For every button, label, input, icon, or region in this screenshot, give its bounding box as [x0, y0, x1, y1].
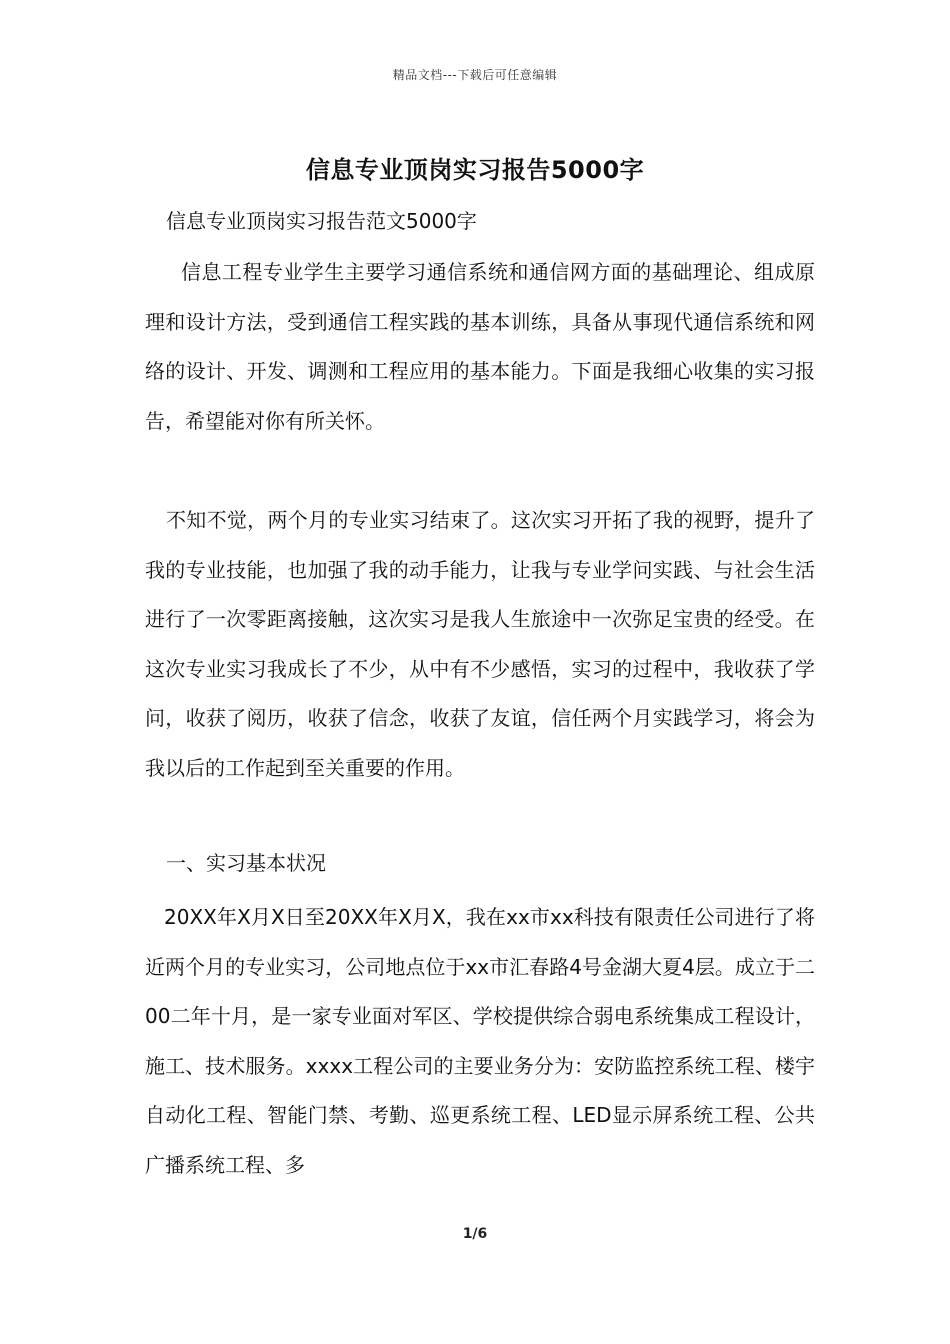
document-title: 信息专业顶岗实习报告5000字	[305, 156, 645, 184]
section-heading: 一、实习基本状况	[166, 851, 326, 875]
page-number: 1/6	[462, 1226, 488, 1242]
document-subtitle: 信息专业顶岗实习报告范文5000字	[166, 209, 477, 233]
paragraph-intro: 信息工程专业学生主要学习通信系统和通信网方面的基础理论、组成原理和设计方法，受到通信工程实践的基本训练，具备从事现代通信系统和网络的设计、开发、调测和工程应用的基本能力。下面是我细心收集的实习报告，希望能对你有所关怀。	[145, 260, 815, 433]
page-header: 精品文档---下载后可任意编辑	[392, 68, 558, 82]
paragraph-internship-details: 20XX年X月X日至20XX年X月X，我在xx市xx科技有限责任公司进行了将近两个月的专业实习，公司地点位于xx市汇春路4号金湖大夏4层。成立于二00二年十月，是一家专业面对军区、学校提供综合弱电系统集成工程设计，施工、技术服务。xxxx工程公司的主要业务分为：安防监控系统工程、楼宇自动化工程、智能门禁、考勤、巡更系统工程、LED显示屏系统工程、公共广播系统工程、多	[145, 905, 815, 1177]
paragraph-reflection: 不知不觉，两个月的专业实习结束了。这次实习开拓了我的视野，提升了我的专业技能，也加强了我的动手能力，让我与专业学问实践、与社会生活进行了一次零距离接触，这次实习是我人生旅途中一次弥足宝贵的经受。在这次专业实习我成长了不少，从中有不少感悟，实习的过程中，我收获了学问，收获了阅历，收获了信念，收获了友谊，信任两个月实践学习，将会为我以后的工作起到至关重要的作用。	[145, 508, 815, 780]
